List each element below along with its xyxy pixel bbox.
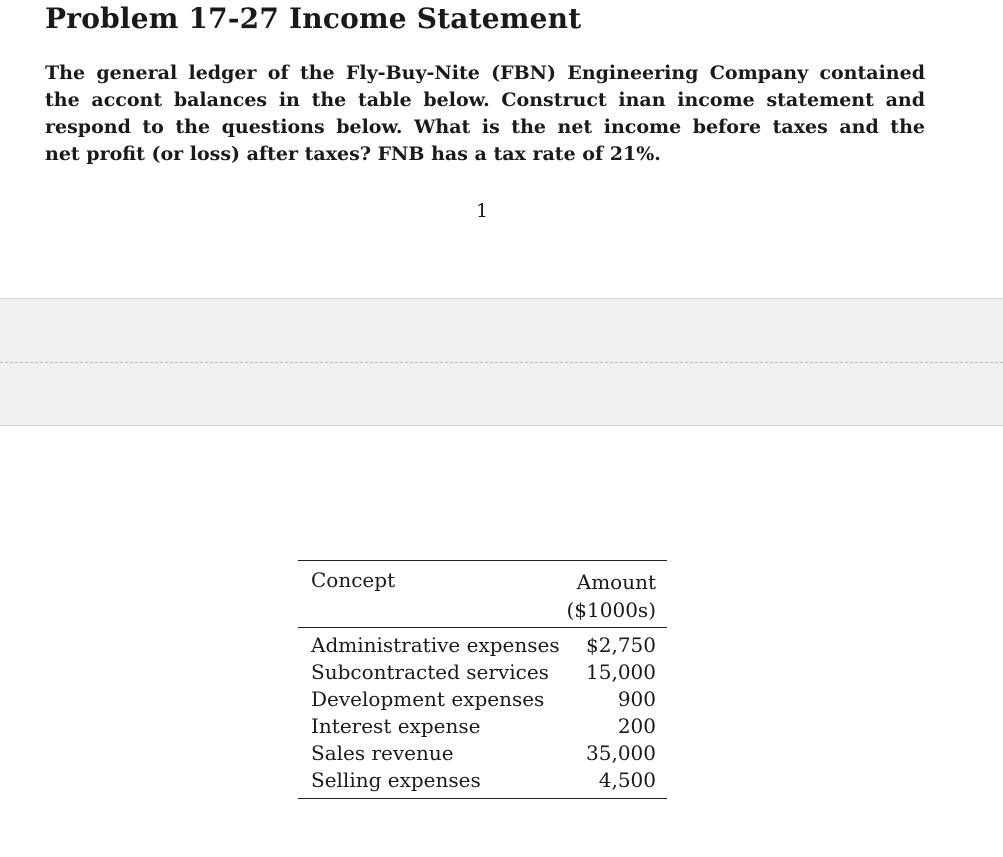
problem-title: Problem 17-27 Income Statement [45, 2, 582, 35]
header-amount-unit: ($1000s) [566, 598, 656, 622]
page-break-divider [0, 362, 1003, 363]
row-concept: Interest expense [311, 714, 481, 738]
row-concept: Development expenses [311, 687, 545, 711]
page-number: 1 [476, 200, 489, 222]
row-concept: Administrative expenses [311, 633, 560, 657]
row-concept: Subcontracted services [311, 660, 549, 684]
row-amount: $2,750 [586, 633, 656, 657]
page-one [0, 0, 1003, 298]
table-row [298, 659, 667, 686]
row-amount: 200 [617, 714, 656, 738]
paragraph-line: respond to the questions below. What is the net income before taxes and the [45, 116, 925, 138]
table-row [298, 686, 667, 713]
table-header [298, 561, 667, 628]
table-row [298, 632, 667, 659]
table-row [298, 767, 667, 794]
row-concept: Selling expenses [311, 768, 481, 792]
table-body [298, 628, 667, 798]
table-row [298, 740, 667, 767]
paragraph-line: The general ledger of the Fly-Buy-Nite (FBN) Engineering Company contained [45, 62, 925, 84]
page-break-gap [0, 298, 1003, 426]
account-balances-table [298, 560, 667, 799]
table-row [298, 713, 667, 740]
header-concept: Concept [311, 568, 396, 592]
problem-paragraph [45, 60, 925, 168]
row-concept: Sales revenue [311, 741, 454, 765]
header-amount [567, 568, 657, 624]
row-amount: 35,000 [586, 741, 656, 765]
paragraph-line: the accont balances in the table below. Construct inan income statement and [45, 89, 925, 111]
header-amount-label: Amount [576, 570, 656, 594]
row-amount: 4,500 [598, 768, 656, 792]
row-amount: 900 [617, 687, 656, 711]
row-amount: 15,000 [586, 660, 656, 684]
paragraph-line: net profit (or loss) after taxes? FNB has a tax rate of 21%. [45, 143, 661, 165]
